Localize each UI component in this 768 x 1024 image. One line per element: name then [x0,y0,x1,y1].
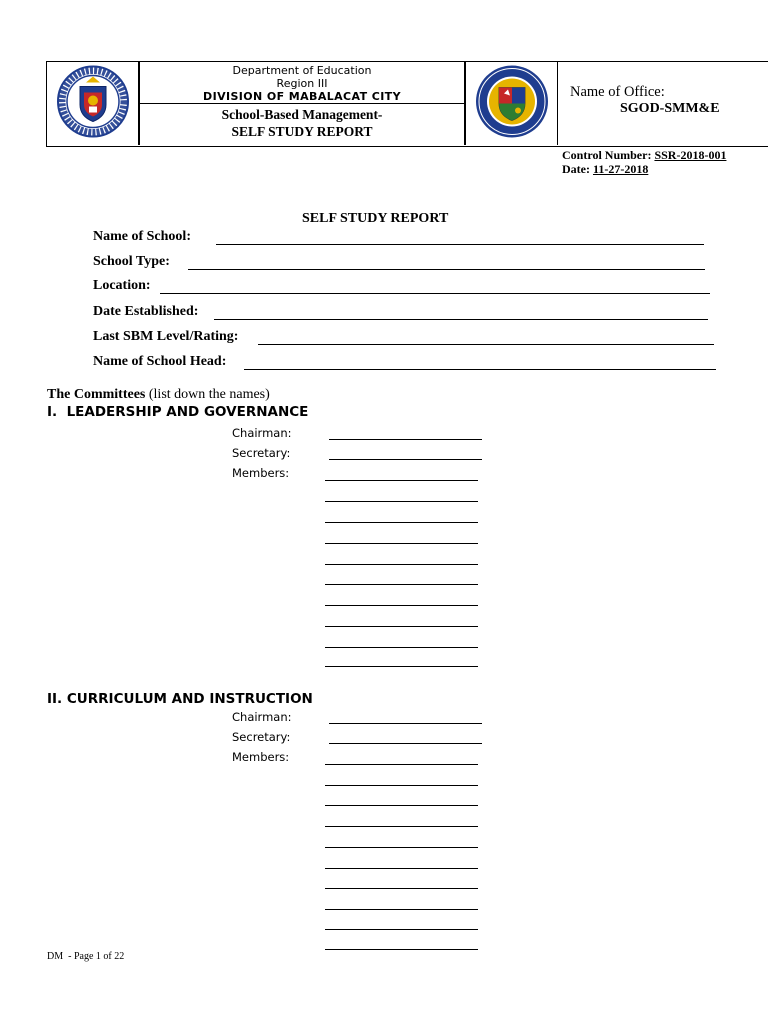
chairman-label: Chairman: [232,710,292,724]
chairman-blank[interactable] [329,723,482,724]
field-location [93,278,151,294]
office-cell [558,62,768,145]
member-blank[interactable] [325,564,478,565]
control-date-value: 11-27-2018 [592,162,649,176]
members-label: Members: [232,466,290,480]
field-school-head-blank[interactable] [244,369,716,370]
sbm-cell [140,104,466,145]
field-label: School Type: [93,254,170,269]
chairman-label: Chairman: [232,426,292,440]
section-title: CURRICULUM AND INSTRUCTION [66,691,313,707]
member-blank[interactable] [325,543,478,544]
member-blank[interactable] [325,805,478,806]
header-table [46,61,768,147]
member-blank[interactable] [325,480,478,481]
section-numeral: II. [47,691,63,707]
committees-intro-note: (list down the names) [148,387,270,402]
member-blank[interactable] [325,584,478,585]
control-number-label: Control Number: [562,148,652,162]
field-name-of-school [93,229,191,245]
field-last-sbm-level-blank[interactable] [258,344,714,345]
department-cell [140,62,466,104]
member-blank[interactable] [325,647,478,648]
member-blank[interactable] [325,626,478,627]
member-blank[interactable] [325,868,478,869]
control-number [562,148,726,163]
deped-seal-cell [47,62,140,145]
control-date-label: Date: [562,162,590,176]
section-heading-leadership [47,404,308,420]
member-blank[interactable] [325,785,478,786]
section-heading-curriculum [47,691,313,707]
field-last-sbm-level [93,329,238,345]
section-title: LEADERSHIP AND GOVERNANCE [66,404,309,420]
sbm-title-line1: School-Based Management- [221,107,383,122]
page-footer: DM - Page 1 of 22 [47,951,125,962]
field-label: Name of School: [93,229,191,244]
secretary-blank[interactable] [329,743,482,744]
member-blank[interactable] [325,764,478,765]
division-name: DIVISION OF MABALACAT CITY [203,90,401,103]
committees-intro-bold: The Committees [47,387,146,402]
office-label: Name of Office: [570,84,665,100]
division-seal-icon [474,63,550,144]
member-blank[interactable] [325,605,478,606]
member-blank[interactable] [325,847,478,848]
secretary-label: Secretary: [232,446,291,460]
control-number-value: SSR-2018-001 [654,148,727,162]
secretary-blank[interactable] [329,459,482,460]
committees-intro [47,387,270,403]
department-name: Department of Education [232,64,372,77]
chairman-blank[interactable] [329,439,482,440]
members-label: Members: [232,750,290,764]
field-label: Last SBM Level/Rating: [93,329,239,344]
member-blank[interactable] [325,929,478,930]
division-seal-cell [466,62,558,145]
report-title: SELF STUDY REPORT [302,211,449,226]
member-blank[interactable] [325,522,478,523]
field-date-established [93,304,198,320]
member-blank[interactable] [325,888,478,889]
field-school-head [93,354,226,370]
member-blank[interactable] [325,666,478,667]
field-location-blank[interactable] [160,293,710,294]
control-date [562,162,648,177]
field-date-established-blank[interactable] [214,319,708,320]
member-blank[interactable] [325,949,478,950]
field-school-type [93,254,170,270]
sbm-title-line2: SELF STUDY REPORT [231,124,373,139]
field-label: Location: [93,278,151,293]
field-label: Name of School Head: [93,354,227,369]
field-label: Date Established: [93,304,199,319]
section-numeral: I. [47,404,58,420]
secretary-label: Secretary: [232,730,291,744]
deped-seal-icon [56,64,130,143]
field-name-of-school-blank[interactable] [216,244,704,245]
member-blank[interactable] [325,826,478,827]
member-blank[interactable] [325,501,478,502]
member-blank[interactable] [325,909,478,910]
office-value: SGOD-SMM&E [620,101,720,116]
region-name: Region III [276,77,328,90]
field-school-type-blank[interactable] [188,269,705,270]
